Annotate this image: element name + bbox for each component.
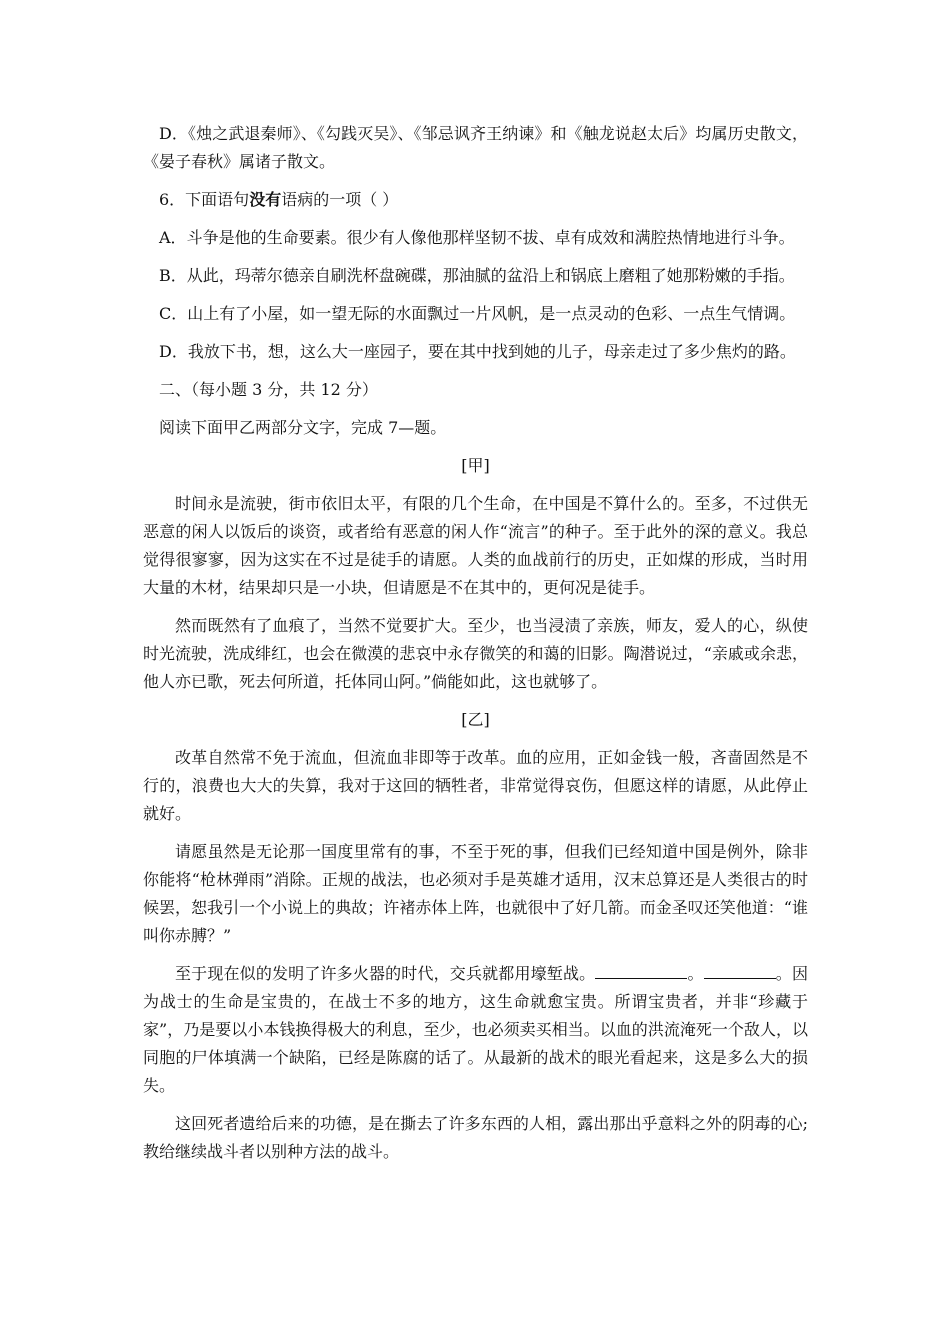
passage-yi-title: [乙] [461, 710, 490, 729]
option-text: 《烛之武退秦师》、《勾践灭吴》、《邹忌讽齐王纳谏》和《触龙说赵太后》均属历史散文，《晏子春秋》属诸子散文。 [143, 124, 808, 171]
answer-blank-1[interactable] [595, 960, 687, 979]
reading-instruction: 阅读下面甲乙两部分文字，完成 7—题。 [159, 418, 447, 437]
passage-yi-paragraph: 改革自然常不免于流血，但流血非即等于改革。血的应用，正如金钱一般，吝啬固然是不行的，浪费也大大的失算，我对于这回的牺牲者，非常觉得哀伤，但愿这样的请愿，从此停止就好。 [143, 748, 808, 823]
option-label: D． [159, 342, 188, 361]
passage-yi-last-paragraph: 这回死者遗给后来的功德，是在撕去了许多东西的人相，露出那出乎意料之外的阴毒的心;教给继续战斗者以别种方法的战斗。 [143, 1114, 808, 1161]
q6-option-b [143, 262, 808, 290]
option-label: D． [159, 124, 189, 143]
q6-stem-text: 6．下面语句 [159, 190, 250, 209]
option-text: 山上有了小屋，如一望无际的水面飘过一片风帆，是一点灵动的色彩、一点生气情调。 [187, 304, 796, 323]
blank-separator: 。 [775, 964, 792, 983]
passage-jia-paragraph: 时间永是流驶，街市依旧太平，有限的几个生命，在中国是不算什么的。至多，不过供无恶意的闲人以饭后的谈资，或者给有恶意的闲人作“流言”的种子。至于此外的深的意义。我总觉得很寥寥，因为这实在不过是徒手的请愿。人类的血战前行的历史，正如煤的形成，当时用大量的木材，结果却只是一小块，但请愿是不在其中的，更何况是徒手。 [143, 494, 808, 597]
blank-separator: 。 [687, 964, 704, 983]
blank-para-after: 因为战士的生命是宝贵的，在战士不多的地方，这生命就愈宝贵。所谓宝贵者，并非“珍藏于家”，乃是要以小本钱换得极大的利息，至少，也必须卖买相当。以血的洪流淹死一个敌人，以同胞的尸体填满一个缺陷，已经是陈腐的话了。从最新的战术的眼光看起来，这是多么大的损失。 [143, 964, 808, 1095]
q6-option-d [143, 338, 808, 366]
q5-option-d [143, 120, 808, 176]
passage-yi-paragraph: 请愿虽然是无论那一国度里常有的事，不至于死的事，但我们已经知道中国是例外，除非你能将“枪林弹雨”消除。正规的战法，也必须对手是英雄才适用，汉末总算还是人类很古的时候罢，恕我引一个小说上的典故；许褚赤体上阵，也就很中了好几箭。而金圣叹还笑他道：“谁叫你赤膊？” [143, 842, 808, 945]
q6-stem-emphasis: 没有 [249, 190, 282, 209]
passage-jia-title: [甲] [461, 456, 490, 475]
option-text: 我放下书，想，这么大一座园子，要在其中找到她的儿子，母亲走过了多少焦灼的路。 [187, 342, 796, 361]
option-label: B． [159, 266, 187, 285]
passage-jia-paragraph: 然而既然有了血痕了，当然不觉要扩大。至少，也当浸渍了亲族，师友，爱人的心，纵使时光流驶，洗成绯红，也会在微漠的悲哀中永存微笑的和蔼的旧影。陶潜说过，“亲戚或余悲，他人亦已歌，死去何所道，托体同山阿。”倘能如此，这也就够了。 [143, 616, 808, 691]
option-text: 斗争是他的生命要素。很少有人像他那样坚韧不拔、卓有成效和满腔热情地进行斗争。 [186, 228, 795, 247]
blank-para-before: 至于现在似的发明了许多火器的时代，交兵就都用壕堑战。 [175, 964, 596, 983]
q6-stem-text-after: 语病的一项（ ） [281, 190, 399, 209]
document-page [143, 120, 808, 1176]
answer-blank-2[interactable] [704, 960, 776, 979]
option-label: A． [159, 228, 187, 247]
q6-option-a [143, 224, 808, 252]
passage-yi-blank-paragraph [143, 960, 808, 1100]
q6-stem [143, 186, 808, 214]
section-heading: 二、（每小题 3 分，共 12 分） [159, 380, 378, 399]
option-text: 从此，玛蒂尔德亲自刷洗杯盘碗碟，那油腻的盆沿上和锅底上磨粗了她那粉嫩的手指。 [186, 266, 795, 285]
option-label: C． [159, 304, 188, 323]
q6-option-c [143, 300, 808, 328]
